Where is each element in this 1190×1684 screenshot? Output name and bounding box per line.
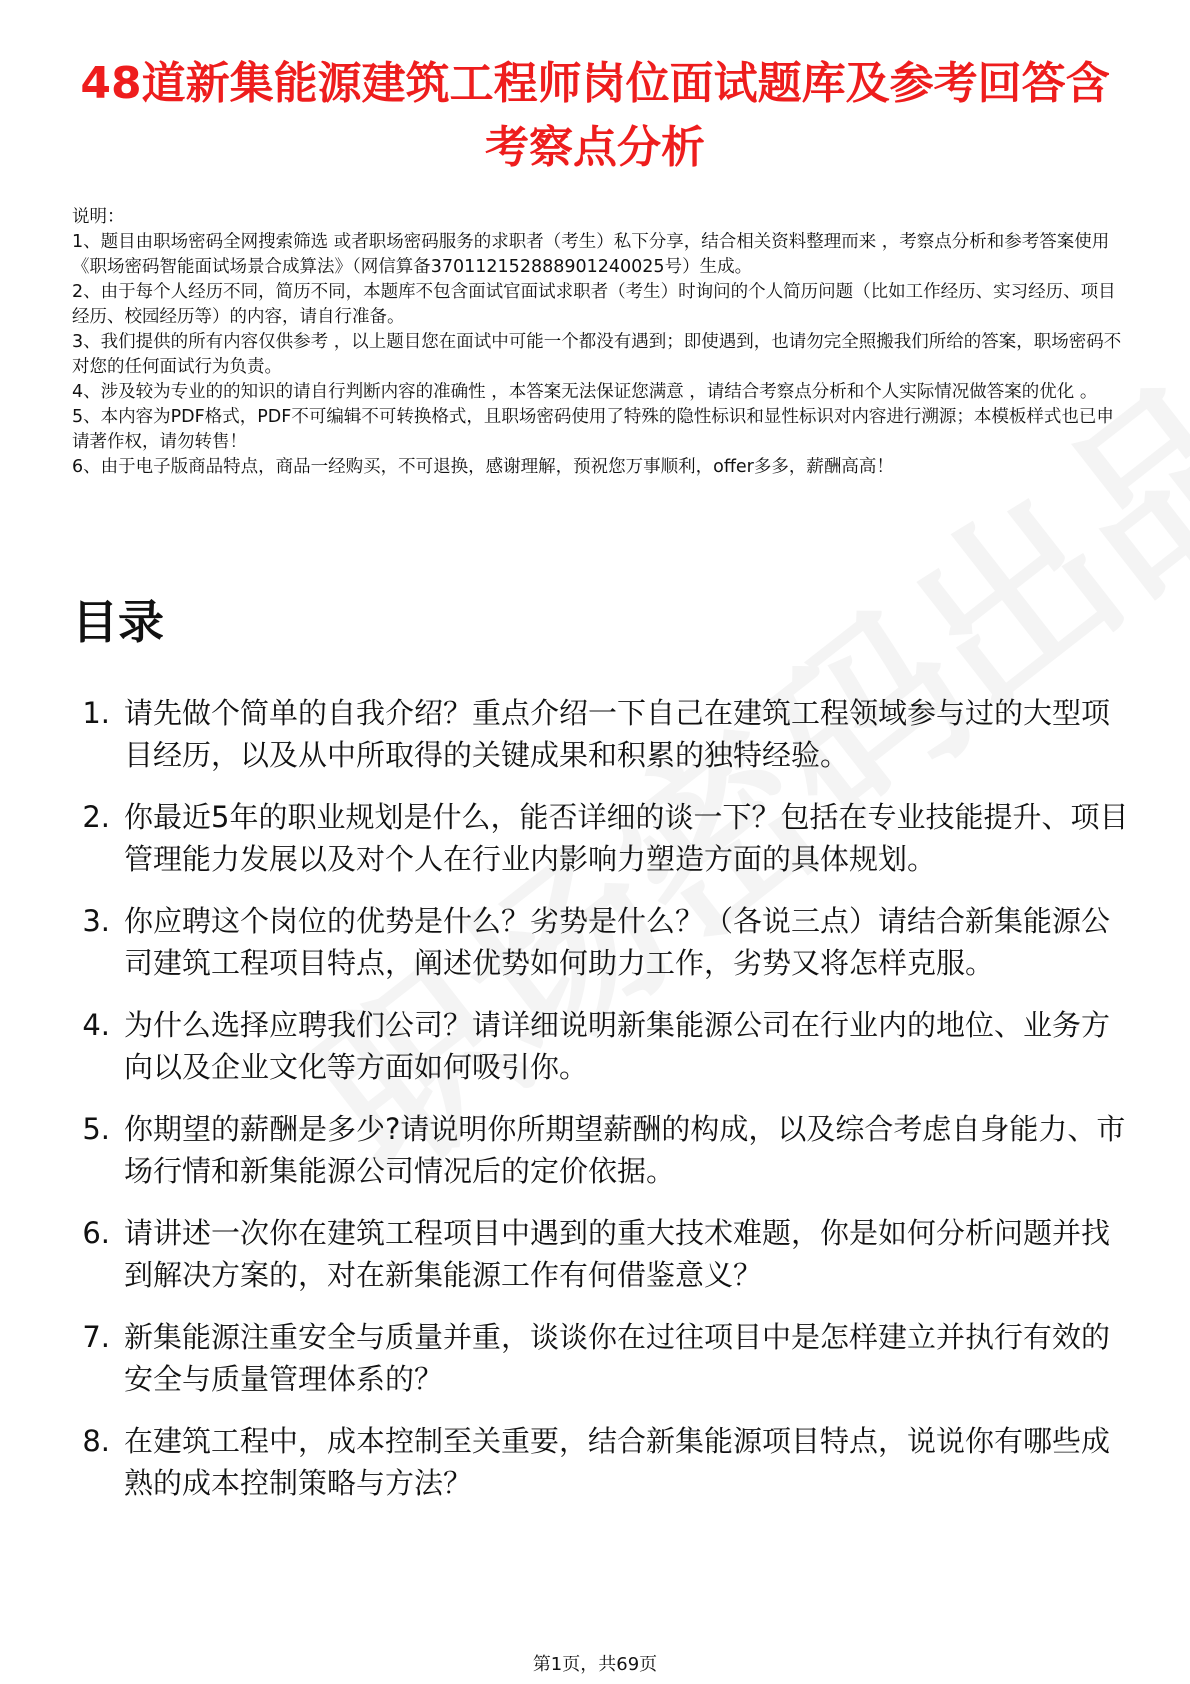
toc-item[interactable] [72,900,1132,984]
toc-item[interactable] [72,1004,1132,1088]
toc-item-text: 在建筑工程中，成本控制至关重要，结合新集能源项目特点，说说你有哪些成熟的成本控制策略与方法？ [124,1424,1111,1500]
note-item: 3、我们提供的所有内容仅供参考 ，以上题目您在面试中可能一个都没有遇到；即使遇到，也请勿完全照搬我们所给的答案，职场密码不对您的任何面试行为负责。 [72,332,1122,377]
note-item: 6、由于电子版商品特点，商品一经购买，不可退换，感谢理解，预祝您万事顺利，offer多多，薪酬高高！ [72,457,894,477]
toc-item[interactable] [72,1108,1132,1192]
toc-item[interactable] [72,692,1132,776]
toc-list [72,692,1132,1524]
toc-item-text: 为什么选择应聘我们公司？请详细说明新集能源公司在行业内的地位、业务方向以及企业文化等方面如何吸引你。 [124,1008,1111,1084]
toc-item-text: 新集能源注重安全与质量并重，谈谈你在过往项目中是怎样建立并执行有效的安全与质量管理体系的？ [124,1320,1111,1396]
notes-section [72,205,1124,480]
toc-item-number: 4. [82,1008,110,1042]
toc-item-text: 你应聘这个岗位的优势是什么？劣势是什么？（各说三点）请结合新集能源公司建筑工程项目特点，阐述优势如何助力工作，劣势又将怎样克服。 [124,904,1111,980]
toc-item[interactable] [72,1212,1132,1296]
toc-item-number: 8. [82,1424,110,1458]
toc-item[interactable] [72,1316,1132,1400]
document-title: 48道新集能源建筑工程师岗位面试题库及参考回答含考察点分析 [80,58,1110,173]
toc-item[interactable] [72,796,1132,880]
toc-item-number: 7. [82,1320,110,1354]
toc-item[interactable] [72,1420,1132,1504]
toc-item-number: 3. [82,904,110,938]
notes-heading: 说明： [72,207,125,227]
toc-item-text: 你期望的薪酬是多少?请说明你所期望薪酬的构成，以及综合考虑自身能力、市场行情和新集能源公司情况后的定价依据。 [124,1112,1126,1188]
note-item: 1、题目由职场密码全网搜索筛选 或者职场密码服务的求职者（考生）私下分享，结合相关资料整理而来 ，考察点分析和参考答案使用《职场密码智能面试场景合成算法》（网信算备370112152888901240025号）生成。 [72,232,1110,277]
toc-item-text: 请讲述一次你在建筑工程项目中遇到的重大技术难题，你是如何分析问题并找到解决方案的，对在新集能源工作有何借鉴意义？ [124,1216,1111,1292]
toc-heading: 目录 [72,595,164,649]
toc-item-text: 你最近5年的职业规划是什么，能否详细的谈一下？包括在专业技能提升、项目管理能力发展以及对个人在行业内影响力塑造方面的具体规划。 [124,800,1129,876]
note-item: 2、由于每个人经历不同，简历不同，本题库不包含面试官面试求职者（考生）时询问的个人简历问题（比如工作经历、实习经历、项目经历、校园经历等）的内容，请自行准备。 [72,282,1116,327]
toc-item-number: 5. [82,1112,110,1146]
page-footer: 第1页，共69页 [532,1654,658,1675]
note-item: 4、涉及较为专业的的知识的请自行判断内容的准确性 ，本答案无法保证您满意 ，请结合考察点分析和个人实际情况做答案的优化 。 [72,382,1098,402]
note-item: 5、本内容为PDF格式，PDF不可编辑不可转换格式，且职场密码使用了特殊的隐性标识和显性标识对内容进行溯源；本模板样式也已申请著作权，请勿转售！ [72,407,1114,452]
toc-item-text: 请先做个简单的自我介绍？重点介绍一下自己在建筑工程领域参与过的大型项目经历，以及从中所取得的关键成果和积累的独特经验。 [124,696,1111,772]
toc-item-number: 1. [82,696,110,730]
toc-item-number: 2. [82,800,110,834]
toc-item-number: 6. [82,1216,110,1250]
